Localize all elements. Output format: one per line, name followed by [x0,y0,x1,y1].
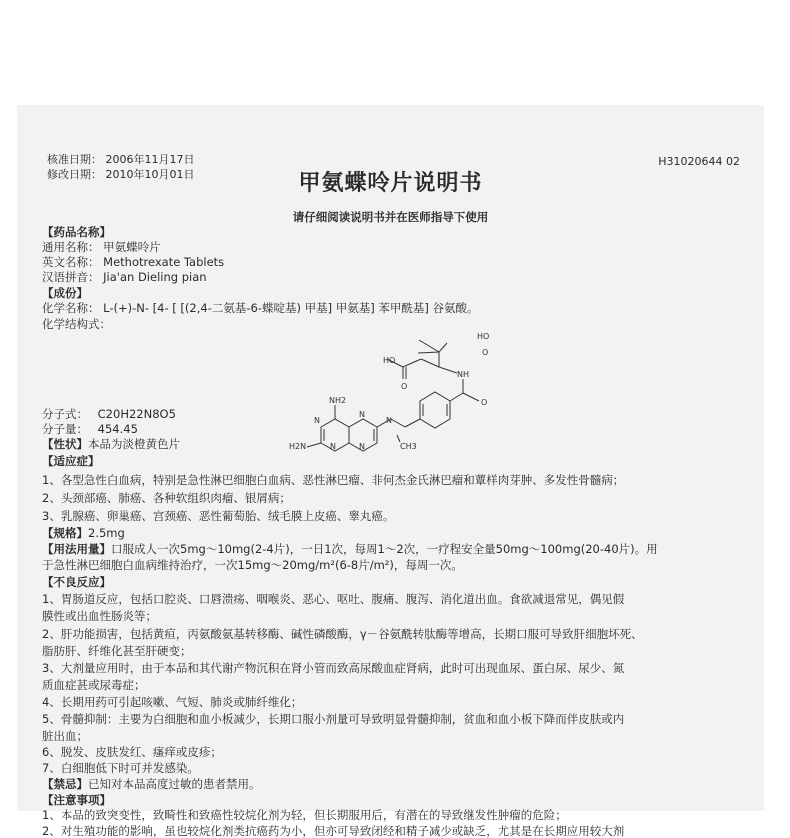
specification-row [42,526,125,540]
english-name: 英文名称： Methotrexate Tablets [42,255,225,269]
struct-label-o-amide: O [481,398,488,407]
adverse-line: 2、肝功能损害，包括黄疸，丙氨酸氨基转移酶、碱性磷酸酶，γ－谷氨酰转肽酶等增高，长期口服可导致肝细胞坏死、 [42,627,643,641]
chemical-structure-diagram [287,315,527,450]
properties-text: 本品为淡橙黄色片 [88,437,180,451]
struct-label-o-left: O [401,382,408,391]
adverse-line: 3、大剂量应用时，由于本品和其代谢产物沉积在肾小管而致高尿酸血症肾病，此时可出现血尿、蛋白尿、尿少、氮 [42,661,625,675]
mw-row [42,422,138,436]
formula-row [42,407,176,421]
molecular-weight: 454.45 [97,422,138,436]
indications-heading: 【适应症】 [42,454,100,468]
composition-heading: 【成份】 [42,286,88,300]
precaution-line: 1、本品的致突变性，致畸性和致癌性较烷化剂为轻，但长期服用后，有潜在的导致继发性肿瘤的危险； [42,808,567,822]
molecular-formula: C20H22N8O5 [97,407,176,421]
struct-label-n2: N [359,410,365,419]
approval-date: 核准日期： 2006年11月17日 [47,153,195,166]
struct-label-ho-top: HO [477,332,490,341]
adverse-line: 5、骨髓抑制：主要为白细胞和血小板减少，长期口服小剂量可导致明显骨髓抑制，贫血和血小板下降而伴皮肤或内 [42,712,625,726]
struct-label-ch3: CH3 [400,442,417,451]
adverse-line: 膜性或出血性肠炎等； [42,609,157,623]
generic-name: 通用名称： 甲氨蝶呤片 [42,240,161,254]
chemical-name: 化学名称： L-(+)-N- [4- [ [(2,4-二氨基-6-蝶啶基) 甲基] 甲氨基] 苯甲酰基] 谷氨酸。 [42,301,479,315]
specification-text: 2.5mg [88,526,125,540]
structure-label: 化学结构式： [42,317,111,331]
approval-code: H31020644 02 [658,155,740,168]
struct-label-o-top: O [482,348,489,357]
dosage-line-1: 口服成人一次5mg～10mg(2-4片)，一日1次，每周1～2次，一疗程安全量50mg～100mg(20-40片)。用 [111,542,658,556]
struct-label-n4: N [314,416,320,425]
adverse-line: 脂肪肝、纤维化甚至肝硬变； [42,644,192,658]
adverse-line: 脏出血； [42,729,88,743]
struct-label-ho-left: HO [383,356,396,365]
formula-label: 分子式： [42,407,88,421]
adverse-heading: 【不良反应】 [42,575,111,589]
properties-row [42,437,180,451]
specification-heading: 【规格】 [42,526,88,540]
dosage-heading: 【用法用量】 [42,542,111,556]
struct-label-n3: N [359,442,365,451]
adverse-line: 1、胃肠道反应，包括口腔炎、口唇溃疡、咽喉炎、恶心、呕吐、腹痛、腹泻、消化道出血。食欲减退常见，偶见假 [42,592,625,606]
dosage-row [42,542,658,556]
indication-item: 1、各型急性白血病，特别是急性淋巴细胞白血病、恶性淋巴瘤、非何杰金氏淋巴瘤和蕈样肉芽肿、多发性骨髓病； [42,473,625,487]
drug-name-heading: 【药品名称】 [42,225,111,239]
contraindications-heading: 【禁忌】 [42,777,88,791]
contraindications-text: 已知对本品高度过敏的患者禁用。 [88,777,261,791]
mw-label: 分子量： [42,422,88,436]
revision-date: 修改日期： 2010年10月01日 [47,168,195,181]
document-subtitle: 请仔细阅读说明书并在医师指导下使用 [292,210,489,224]
leaflet-sheet [17,105,764,838]
adverse-line: 6、脱发、皮肤发红、瘙痒或皮疹； [42,745,222,759]
properties-heading: 【性状】 [42,437,88,451]
indication-item: 3、乳腺癌、卵巢癌、宫颈癌、恶性葡萄胎、绒毛膜上皮癌、睾丸癌。 [42,509,395,523]
contraindications-row [42,777,261,791]
struct-label-nh2: NH2 [329,396,347,405]
struct-label-n5: N [330,442,336,451]
precaution-line: 2、对生殖功能的影响，虽也较烷化剂类抗癌药为小，但亦可导致闭经和精子减少或缺乏，尤其是在长期应用较大剂 [42,824,625,838]
struct-label-nh: NH [457,370,469,379]
pinyin-name: 汉语拼音： Jia'an Dieling pian [42,270,207,284]
dosage-line-2: 于急性淋巴细胞白血病维持治疗，一次15mg～20mg/m²(6-8片/m²)，每周一次。 [42,558,463,572]
adverse-line: 4、长期用药可引起咳嗽、气短、肺炎或肺纤维化； [42,695,303,709]
indication-item: 2、头颈部癌、肺癌、各种软组织肉瘤、银屑病； [42,491,291,505]
document-title: 甲氨蝶呤片说明书 [298,171,483,196]
adverse-line: 7、白细胞低下时可并发感染。 [42,761,199,775]
struct-label-n1: N [386,416,392,425]
struct-label-h2n: H2N [289,442,307,451]
adverse-line: 质血症甚或尿毒症； [42,678,146,692]
precautions-heading: 【注意事项】 [42,793,111,807]
